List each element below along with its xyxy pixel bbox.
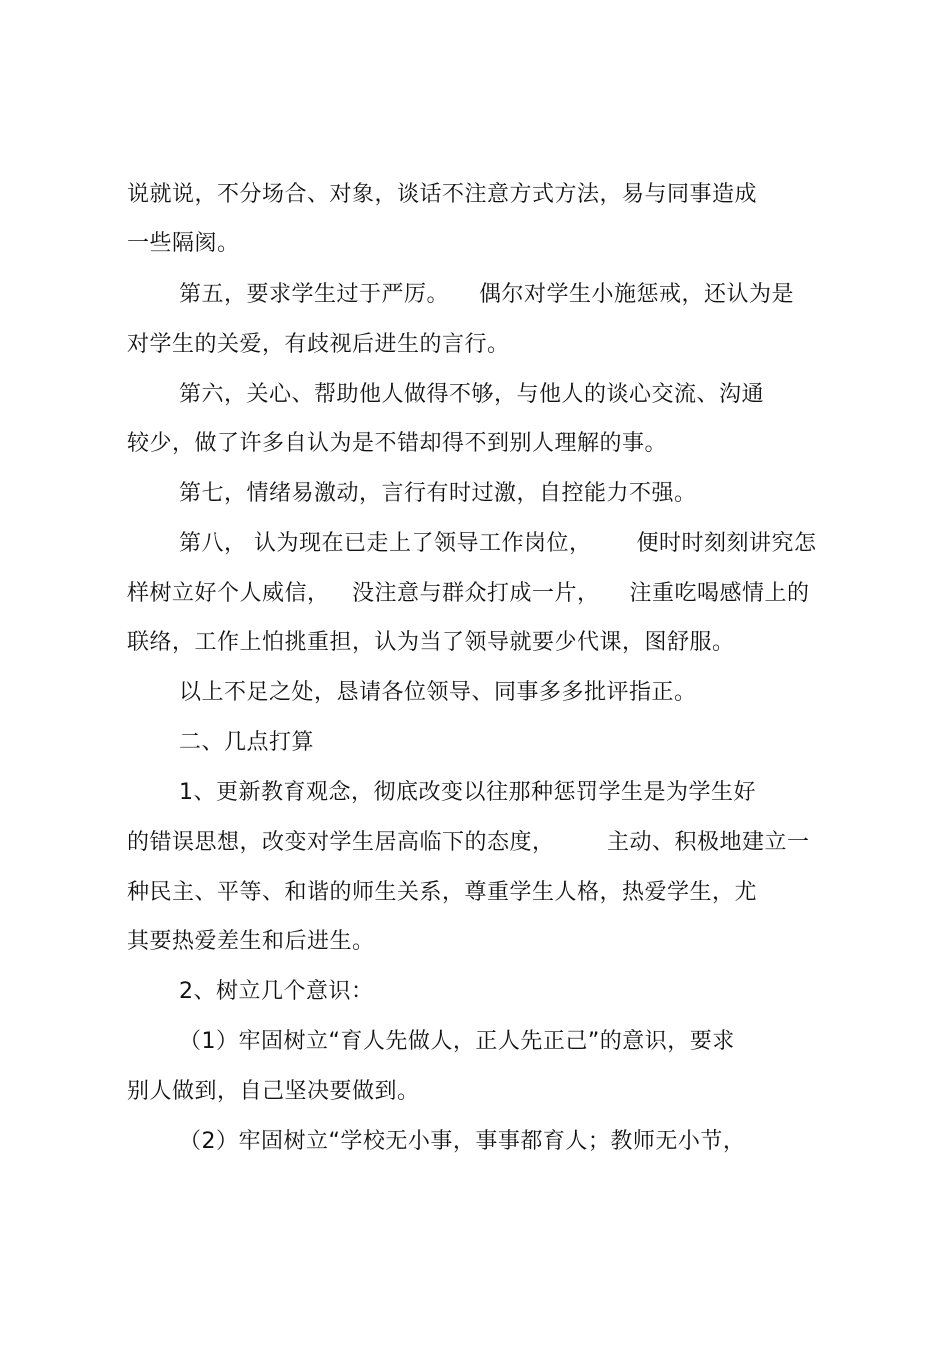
section-heading: 二、几点打算 [179,730,315,755]
text-line: 样树立好个人威信， 没注意与群众打成一片， 注重吃喝感情上的 [127,581,810,606]
text-line: 1、更新教育观念，彻底改变以往那种惩罚学生是为学生好 [179,780,756,805]
text-line: 对学生的关爱，有歧视后进生的言行。 [127,332,510,357]
text-line: 种民主、平等、和谐的师生关系，尊重学生人格，热爱学生，尤 [127,880,758,905]
text-line: 说就说，不分场合、对象，谈话不注意方式方法，易与同事造成 [127,182,758,207]
text-line: （1）牢固树立“育人先做人，正人先正己”的意识，要求 [179,1029,735,1054]
text-line: 一些隔阂。 [127,231,240,256]
text-line: （2）牢固树立“学校无小事，事事都育人；教师无小节， [179,1129,746,1154]
text-line: 的错误思想，改变对学生居高临下的态度， 主动、积极地建立一 [127,830,810,855]
text-line: 其要热爱差生和后进生。 [127,929,375,954]
text-line: 较少，做了许多自认为是不错却得不到别人理解的事。 [127,431,668,456]
text-line: 以上不足之处，恳请各位领导、同事多多批评指正。 [179,680,697,705]
text-line: 第六，关心、帮助他人做得不够，与他人的谈心交流、沟通 [179,382,765,407]
text-line: 第八， 认为现在已走上了领导工作岗位， 便时时刻刻讲究怎 [179,531,817,556]
text-line: 联络，工作上怕挑重担，认为当了领导就要少代课，图舒服。 [127,630,735,655]
text-line: 别人做到，自己坚决要做到。 [127,1079,420,1104]
text-line: 第五，要求学生过于严厉。 偶尔对学生小施惩戒，还认为是 [179,282,794,307]
text-line: 第七，情绪易激动，言行有时过激，自控能力不强。 [179,481,697,506]
text-line: 2、树立几个意识： [179,979,374,1004]
